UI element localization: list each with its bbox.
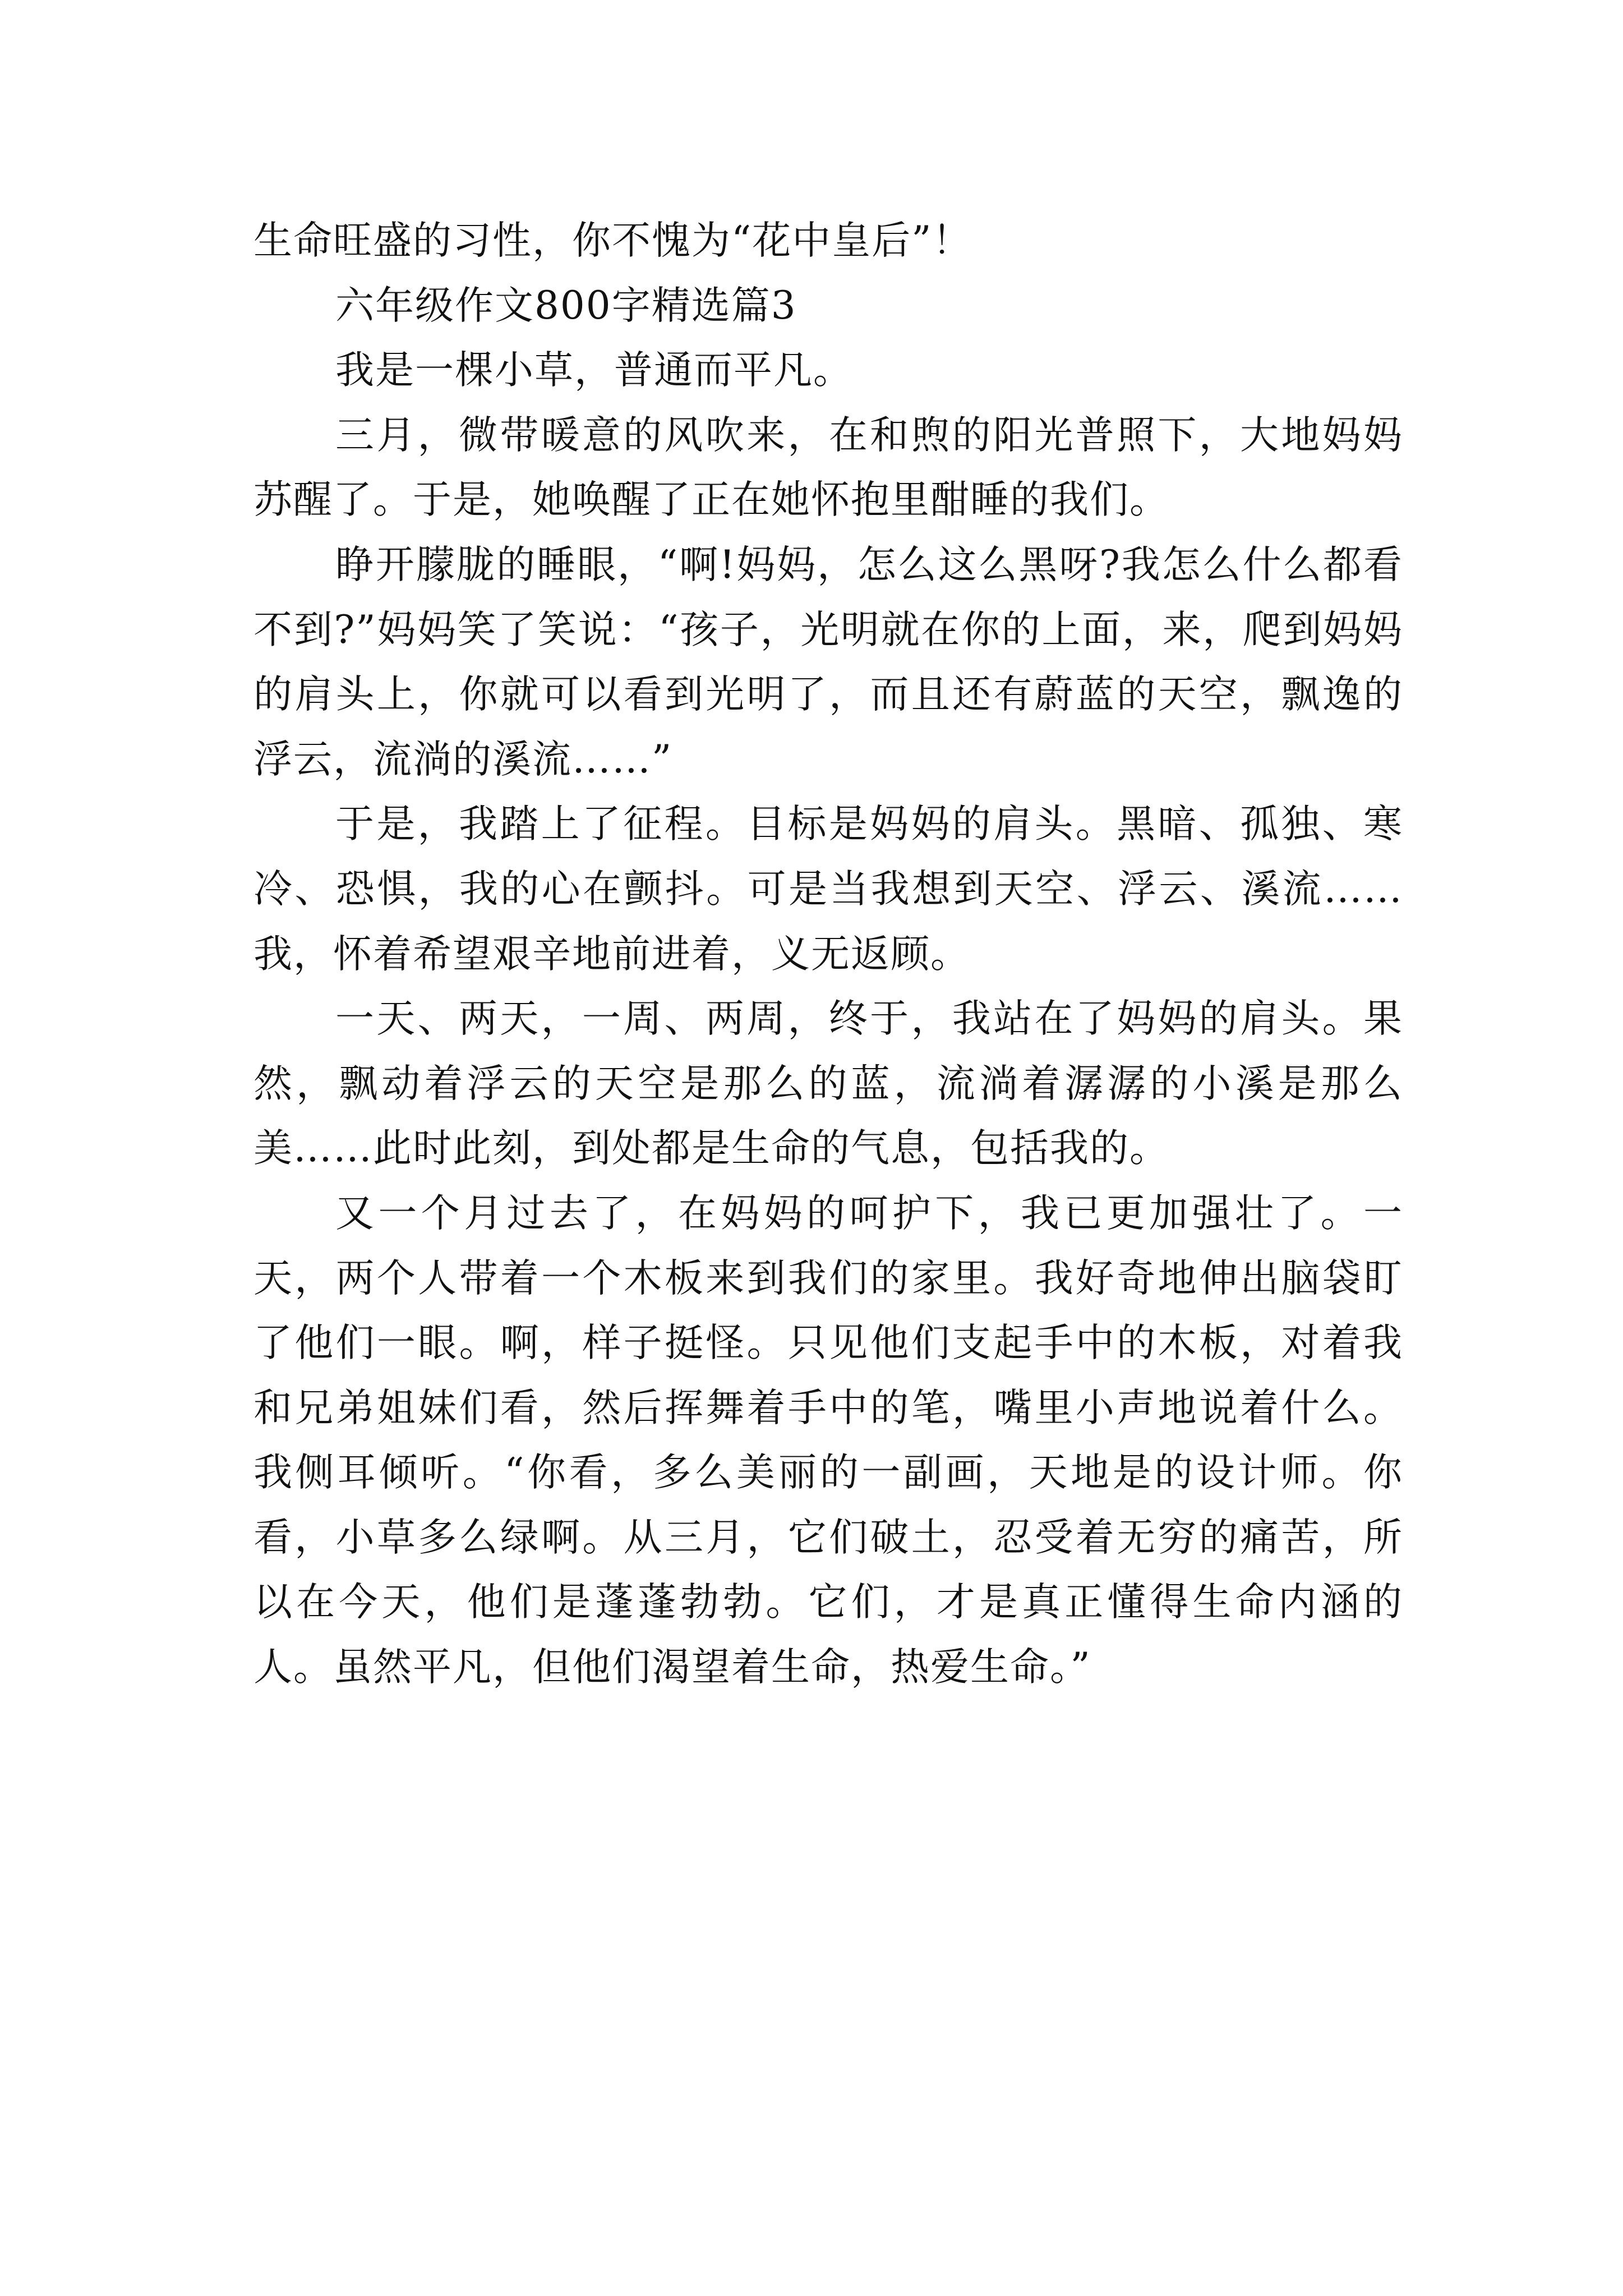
- document-body: [253, 209, 1403, 1700]
- paragraph: 我是一棵小草，普通而平凡。: [335, 348, 853, 393]
- paragraph: 睁开朦胧的睡眼，“啊!妈妈，怎么这么黑呀?我怎么什么都看不到?”妈妈笑了笑说：“孩子，光明就在你的上面，来，爬到妈妈的肩头上，你就可以看到光明了，而且还有蔚蓝的天空，飘逸的浮云，流淌的溪流……”: [253, 542, 1403, 782]
- paragraph: 三月，微带暖意的风吹来，在和煦的阳光普照下，大地妈妈苏醒了。于是，她唤醒了正在她怀抱里酣睡的我们。: [253, 412, 1403, 523]
- paragraph: 一天、两天，一周、两周，终于，我站在了妈妈的肩头。果然，飘动着浮云的天空是那么的蓝，流淌着潺潺的小溪是那么美……此时此刻，到处都是生命的气息，包括我的。: [253, 996, 1403, 1171]
- paragraph: 于是，我踏上了征程。目标是妈妈的肩头。黑暗、孤独、寒冷、恐惧，我的心在颤抖。可是当我想到天空、浮云、溪流……我，怀着希望艰辛地前进着，义无返顾。: [253, 802, 1403, 977]
- paragraph-continuation: 生命旺盛的习性，你不愧为“花中皇后”！: [253, 218, 972, 263]
- section-heading: 六年级作文800字精选篇3: [335, 283, 797, 328]
- paragraph: 又一个月过去了，在妈妈的呵护下，我已更加强壮了。一天，两个人带着一个木板来到我们的家里。我好奇地伸出脑袋盯了他们一眼。啊，样子挺怪。只见他们支起手中的木板，对着我和兄弟姐妹们看，然后挥舞着手中的笔，嘴里小声地说着什么。我侧耳倾听。“你看，多么美丽的一副画，天地是的设计师。你看，小草多么绿啊。从三月，它们破土，忍受着无穷的痛苦，所以在今天，他们是蓬蓬勃勃。它们，才是真正懂得生命内涵的人。虽然平凡，但他们渴望着生命，热爱生命。”: [253, 1190, 1403, 1690]
